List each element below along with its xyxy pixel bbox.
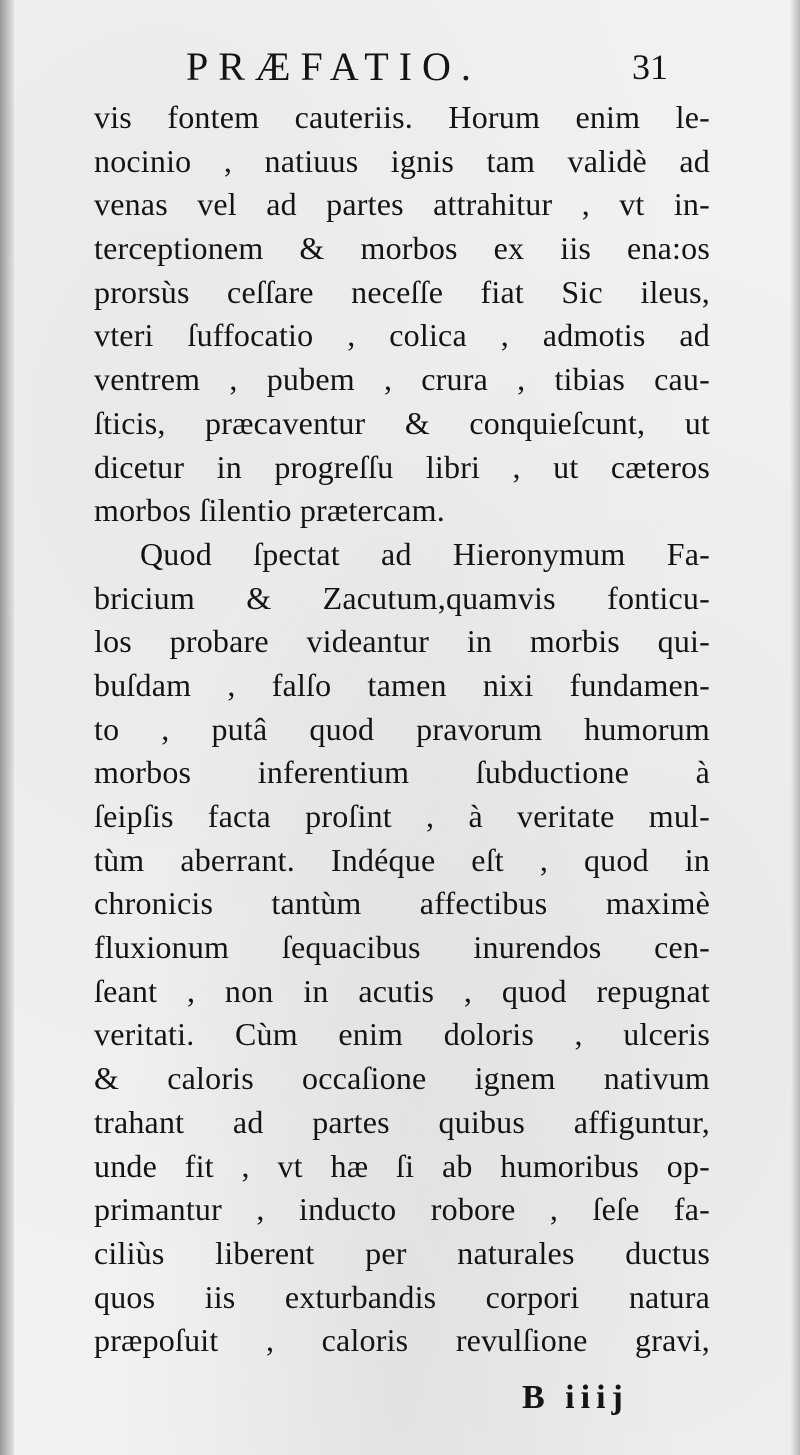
text-line: los probare videantur in morbis qui- <box>94 623 710 660</box>
text-line: vteri ſuffocatio , colica , admotis ad <box>94 317 710 354</box>
text-line: tùm aberrant. Indéque eſt , quod in <box>94 841 710 878</box>
text-line: primantur , inducto robore , ſeſe fa- <box>94 1191 710 1228</box>
text-line: trahant ad partes quibus affiguntur, <box>94 1103 710 1140</box>
page-number: 31 <box>632 47 668 87</box>
text-line: chronicis tantùm affectibus maximè <box>94 885 710 922</box>
text-line: Quod ſpectat ad Hieronymum Fa- <box>140 535 710 572</box>
text-line: to , putâ quod pravorum humorum <box>94 710 710 747</box>
text-line: bricium & Zacutum,quamvis fonticu- <box>94 579 710 616</box>
page-gutter-shadow <box>0 0 14 1455</box>
text-line: ſeipſis facta proſint , à veritate mul- <box>94 798 710 834</box>
text-line: buſdam , falſo tamen nixi fundamen- <box>94 666 710 703</box>
text-line: morbos ſilentio prætercam. <box>94 492 445 529</box>
paragraph-1 <box>94 96 710 533</box>
text-line: terceptionem & morbos ex iis ena:os <box>94 230 710 267</box>
text-line: quos iis exturbandis corpori natura <box>94 1278 710 1315</box>
text-line: venas vel ad partes attrahitur , vt in- <box>94 186 710 223</box>
text-line: ſticis, præcaventur & conquieſcunt, ut <box>94 404 710 441</box>
text-line: ventrem , pubem , crura , tibias cau- <box>94 361 710 398</box>
running-title: PRÆFATIO. <box>186 44 481 89</box>
text-line: & caloris occaſione ignem nativum <box>94 1060 710 1097</box>
text-line: vis fontem cauteriis. Horum enim le- <box>94 99 710 135</box>
text-line: ſeant , non in acutis , quod repugnat <box>94 972 710 1009</box>
body-text <box>94 96 710 1363</box>
text-line: nocinio , natiuus ignis tam validè ad <box>94 142 710 179</box>
text-line: unde fit , vt hæ ſi ab humoribus op- <box>94 1147 710 1184</box>
paragraph-2 <box>94 533 710 1363</box>
text-line: prorsùs ceſſare neceſſe fiat Sic ileus, <box>94 273 710 310</box>
page-edge-shadow <box>790 0 800 1455</box>
text-line: dicetur in progreſſu libri , ut cæteros <box>94 448 710 485</box>
signature-mark: B iiij <box>522 1379 629 1416</box>
running-head <box>0 42 800 92</box>
text-line: præpoſuit , caloris revulſione gravi, <box>94 1322 710 1359</box>
text-line: morbos inferentium ſubductione à <box>94 754 710 791</box>
text-line: fluxionum ſequacibus inurendos cen- <box>94 929 710 966</box>
text-line: veritati. Cùm enim doloris , ulceris <box>94 1016 710 1053</box>
text-line: ciliùs liberent per naturales ductus <box>94 1234 710 1271</box>
